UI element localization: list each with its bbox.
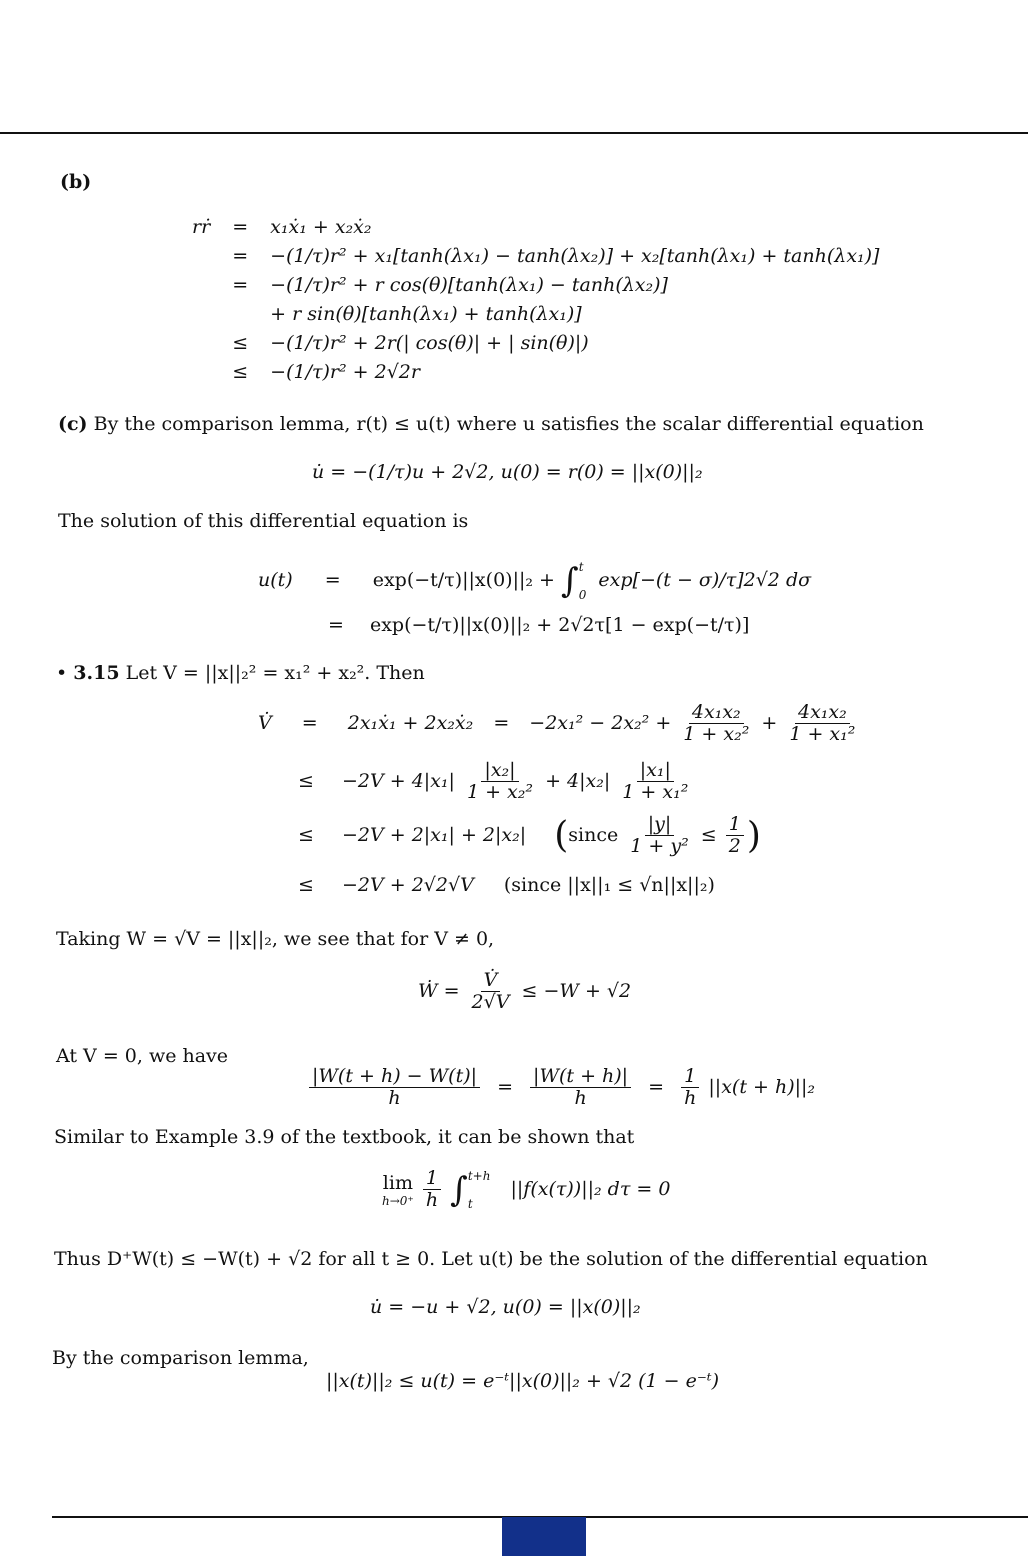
header-rule [0, 132, 1028, 134]
wdot-equation [418, 970, 631, 1014]
derivation-lhs [184, 241, 218, 270]
difference-quotient [306, 1066, 815, 1110]
similar-example: Similar to Example 3.9 of the textbook, it can be shown that [54, 1126, 635, 1148]
d-num1: |W(t + h) − W(t)| [309, 1066, 480, 1088]
r3-a: −2V + 2|x₁| + 2|x₂| [341, 823, 527, 846]
r1-f2-den: 1 + x₁² [789, 722, 856, 745]
r3-f2-den: 2 [728, 834, 741, 857]
integral-sign: ∫ [450, 1169, 468, 1210]
r2-b: + 4|x₂| [545, 769, 611, 792]
derivation-rel [218, 299, 262, 328]
final-bound: ||x(t)||₂ ≤ u(t) = e⁻ᵗ||x(0)||₂ + √2 (1 − e⁻ᵗ) [326, 1370, 720, 1392]
integral-sign: ∫ [561, 561, 579, 601]
d-den3: h [684, 1086, 697, 1109]
part-c-intro-text: By the comparison lemma, r(t) ≤ u(t) where u satisfies the scalar differential equation [93, 413, 924, 435]
lim-word: lim [382, 1171, 413, 1194]
solution-term-1: exp(−t/τ)||x(0)||₂ + [372, 569, 555, 591]
vdot-row-3: ≤ −2V + 2|x₁| + 2|x₂| (since $\frac{|y|}{\text{1 + y²}}$ ≤ $\frac{1}{2}$ ) [298, 813, 761, 857]
part-b-derivation [184, 212, 887, 386]
ode-2: u̇ = −u + √2, u(0) = ||x(0)||₂ [370, 1296, 641, 1318]
r1-f1-den: 1 + x₂² [683, 722, 750, 745]
at-v-zero: At V = 0, we have [56, 1045, 229, 1067]
derivation-rhs: −(1/τ)r² + 2r(| cos(θ)| + | sin(θ)|) [270, 331, 589, 354]
lim-sub: h→0⁺ [382, 1193, 414, 1208]
solution-intro: The solution of this differential equation is [58, 510, 469, 532]
rel: ≤ [298, 823, 314, 846]
solution-rel-1: = [324, 569, 341, 591]
rel: ≤ [298, 874, 314, 896]
derivation-row [184, 270, 887, 299]
thus-sentence: Thus D⁺W(t) ≤ −W(t) + √2 for all t ≥ 0. Let u(t) be the solution of the differential equation [54, 1248, 928, 1270]
derivation-rhs: −(1/τ)r² + x₁[tanh(λx₁) − tanh(λx₂)] + x₂[tanh(λx₁) + tanh(λx₁)] [270, 244, 880, 267]
solution-integrand: exp[−(t − σ)/τ]2√2 dσ [598, 569, 812, 591]
derivation-rel: ≤ [232, 360, 249, 383]
d-den2: h [574, 1086, 587, 1109]
derivation-lhs: rṙ [192, 215, 211, 238]
derivation-lhs [184, 270, 218, 299]
lim-lower: t [467, 1196, 473, 1211]
rel: = [301, 711, 318, 734]
derivation-row [184, 241, 887, 270]
solution-closed-form: exp(−t/τ)||x(0)||₂ + 2√2τ[1 − exp(−t/τ)] [369, 614, 750, 636]
vdot-lhs: V̇ [258, 711, 272, 734]
derivation-row [184, 328, 887, 357]
r3-f2-num: 1 [726, 814, 744, 836]
d-eq2: = [648, 1075, 665, 1098]
w-den: 2√V [471, 990, 510, 1013]
part-c-label: (c) [58, 413, 88, 435]
problem-intro-text: Let V = ||x||₂² = x₁² + x₂². Then [125, 662, 425, 684]
derivation-rhs: −(1/τ)r² + 2√2r [270, 360, 420, 383]
r4-a: −2V + 2√2√V [341, 874, 474, 896]
problem-3-15-intro [56, 662, 425, 684]
solution-line-1 [258, 560, 811, 602]
solution-lhs: u(t) [258, 569, 293, 591]
lim-num: 1 [423, 1168, 441, 1190]
derivation-lhs [184, 299, 218, 328]
d-num2: |W(t + h)| [530, 1066, 631, 1088]
w-num: V̇ [481, 970, 501, 992]
derivation-row [184, 357, 887, 386]
integral-upper: t [578, 560, 584, 574]
d-den1: h [388, 1086, 401, 1109]
lim-den: h [425, 1188, 439, 1211]
derivation-rel: = [232, 215, 249, 238]
r3-f1-den: 1 + y² [630, 834, 689, 857]
derivation-row [184, 212, 887, 241]
r1-b: −2x₁² − 2x₂² + [529, 711, 672, 734]
taking-w: Taking W = √V = ||x||₂, we see that for V ≠ 0, [56, 928, 495, 950]
derivation-rel: ≤ [232, 331, 249, 354]
r2-f2-num: |x₁| [637, 760, 674, 782]
w-rhs: ≤ −W + √2 [521, 979, 632, 1002]
r2-a: −2V + 4|x₁| [341, 769, 455, 792]
vdot-row-2 [298, 760, 694, 804]
bullet: • [56, 662, 68, 684]
lim-upper: t+h [467, 1168, 491, 1183]
page-number-box [502, 1517, 586, 1556]
w-lhs: Ẇ = [418, 979, 460, 1002]
d-num3: 1 [681, 1066, 699, 1088]
derivation-rel: = [232, 273, 249, 296]
r2-f2-den: 1 + x₁² [622, 780, 689, 803]
rel: ≤ [298, 769, 314, 792]
derivation-row [184, 299, 887, 328]
derivation-rhs: x₁ẋ₁ + x₂ẋ₂ [270, 215, 372, 238]
r1-f1-num: 4x₁x₂ [689, 702, 744, 724]
r3-le: ≤ [700, 823, 717, 846]
vdot-row-4 [298, 874, 715, 896]
derivation-rel: = [232, 244, 249, 267]
r1-eq: = [493, 711, 510, 734]
lim-rhs: ||f(x(τ))||₂ dτ = 0 [510, 1177, 671, 1200]
derivation-lhs [184, 357, 218, 386]
solution-rel-2: = [328, 614, 344, 636]
d-rhs: ||x(t + h)||₂ [708, 1075, 816, 1098]
comparison-lemma: By the comparison lemma, [52, 1347, 309, 1369]
r1-f2-num: 4x₁x₂ [795, 702, 850, 724]
problem-number: 3.15 [73, 662, 120, 684]
derivation-rhs: −(1/τ)r² + r cos(θ)[tanh(λx₁) − tanh(λx₂)] [270, 273, 668, 296]
limit-equation [382, 1168, 670, 1212]
d-eq1: = [497, 1075, 513, 1098]
r2-f1-num: |x₂| [481, 760, 518, 782]
r4-note: (since ||x||₁ ≤ √n||x||₂) [503, 874, 715, 896]
derivation-lhs [184, 328, 218, 357]
part-b-label: (b) [60, 171, 92, 193]
derivation-rhs: + r sin(θ)[tanh(λx₁) + tanh(λx₁)] [270, 302, 582, 325]
r2-f1-den: 1 + x₂² [466, 780, 534, 803]
integral-lower: 0 [578, 588, 587, 602]
r1-a: 2x₁ẋ₁ + 2x₂ẋ₂ [347, 711, 474, 734]
r3-since: since [568, 823, 619, 846]
r3-f1-num: |y| [645, 814, 675, 836]
vdot-row-1 [258, 702, 861, 746]
solution-line-2 [328, 614, 749, 636]
part-c-ode: u̇ = −(1/τ)u + 2√2, u(0) = r(0) = ||x(0)||₂ [312, 461, 703, 483]
r1-plus: + [761, 711, 778, 734]
part-c-intro [58, 413, 924, 435]
